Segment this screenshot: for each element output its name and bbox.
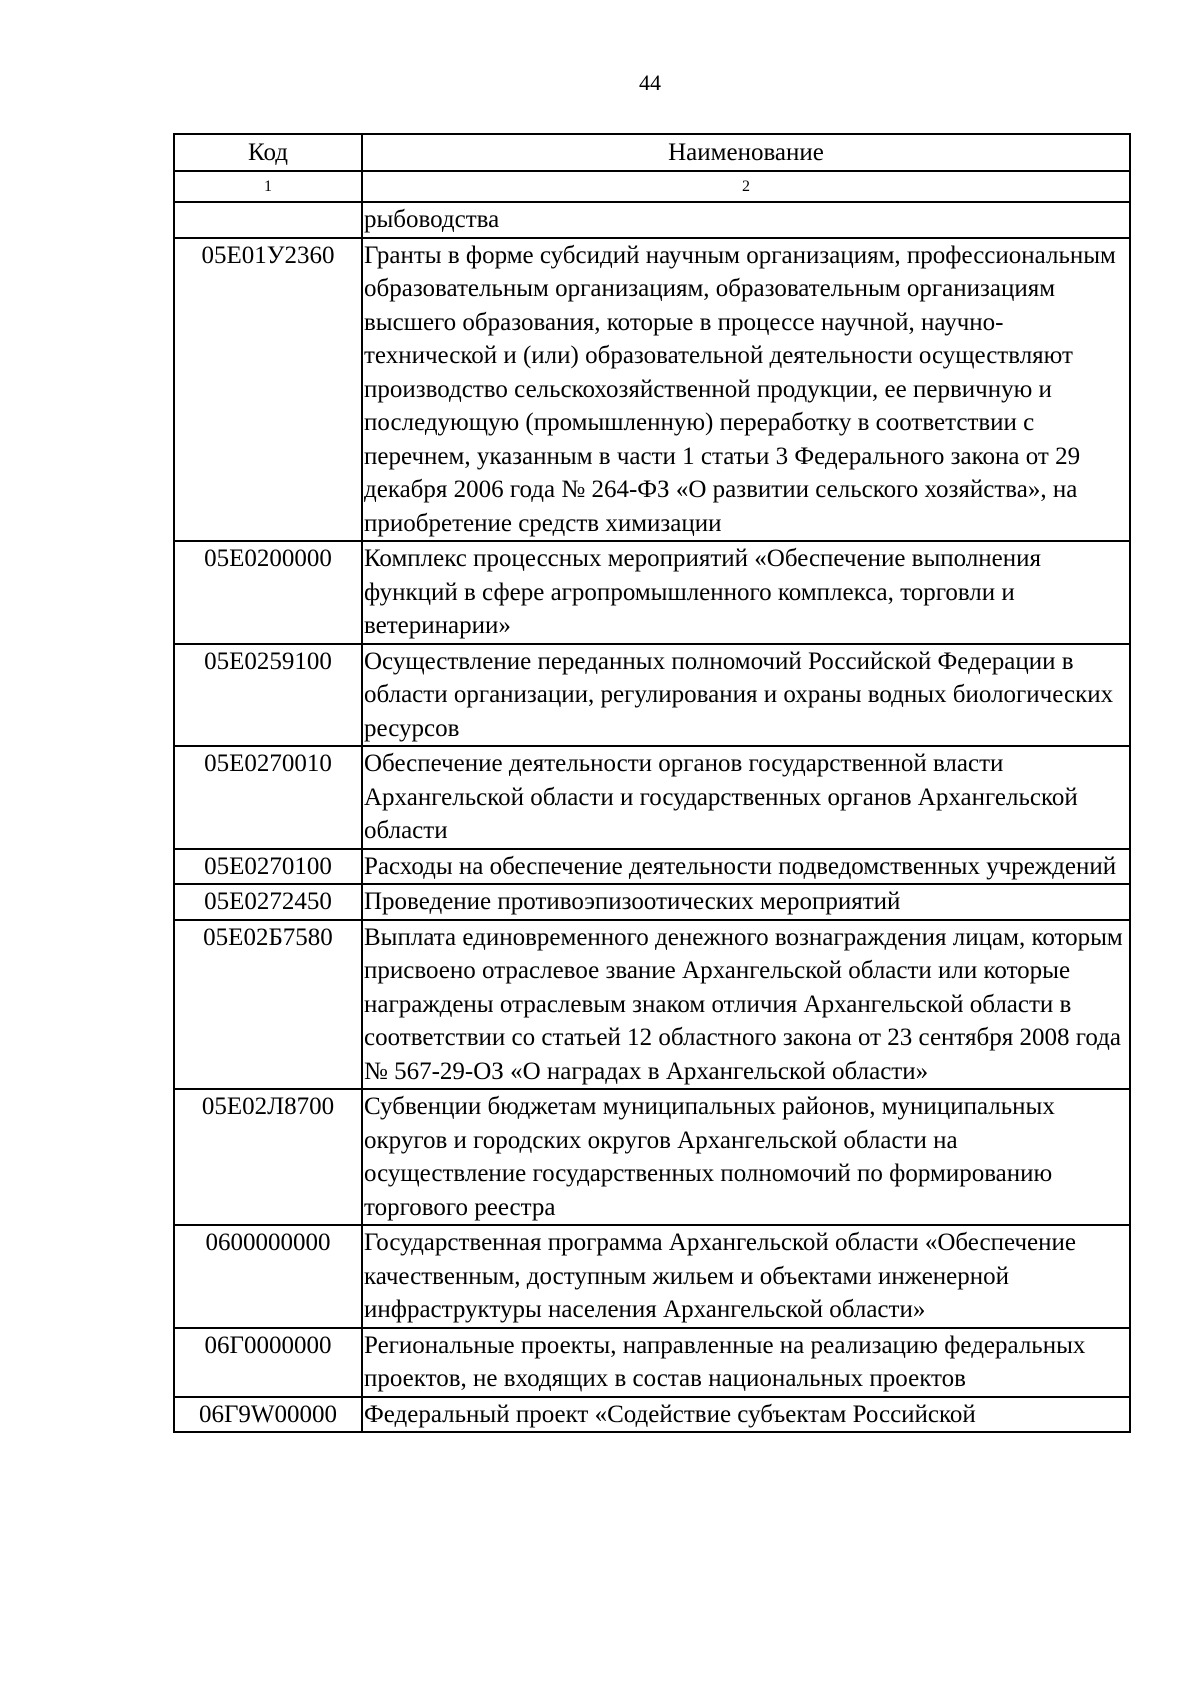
row-code: 05Е0270100	[174, 849, 362, 885]
row-code: 05Е02Л8700	[174, 1089, 362, 1225]
row-name: Обеспечение деятельности органов государственной власти Архангельской области и государственных органов Архангельской области	[362, 746, 1130, 849]
header-name: Наименование	[362, 134, 1130, 171]
row-code: 05Е0270010	[174, 746, 362, 849]
table-row	[174, 202, 1130, 238]
table-row	[174, 1397, 1130, 1433]
header-code: Код	[174, 134, 362, 171]
row-name: Федеральный проект «Содействие субъектам Российской	[362, 1397, 1130, 1433]
row-name: Государственная программа Архангельской области «Обеспечение качественным, доступным жильем и объектами инженерной инфраструктуры населения Архангельской области»	[362, 1225, 1130, 1328]
table-row	[174, 746, 1130, 849]
column-number-row	[174, 171, 1130, 202]
column-number-code: 1	[174, 171, 362, 202]
table-row	[174, 849, 1130, 885]
row-name: Выплата единовременного денежного вознаграждения лицам, которым присвоено отраслевое звание Архангельской области или которые награждены отраслевым знаком отличия Архангельской области в соответствии со статьей 12 областного закона от 23 сентября 2008 года № 567-29-ОЗ «О наградах в Архангельской области»	[362, 920, 1130, 1090]
row-code: 0600000000	[174, 1225, 362, 1328]
row-code: 05Е0272450	[174, 884, 362, 920]
table-row	[174, 920, 1130, 1090]
table-row	[174, 1089, 1130, 1225]
table-row	[174, 1225, 1130, 1328]
row-name: Расходы на обеспечение деятельности подведомственных учреждений	[362, 849, 1130, 885]
table-row	[174, 238, 1130, 542]
row-code: 05Е01У2360	[174, 238, 362, 542]
column-number-name: 2	[362, 171, 1130, 202]
table-header-row	[174, 134, 1130, 171]
table-row	[174, 884, 1130, 920]
table-row	[174, 1328, 1130, 1397]
row-name: рыбоводства	[362, 202, 1130, 238]
row-code: 05Е02Б7580	[174, 920, 362, 1090]
row-name: Осуществление переданных полномочий Российской Федерации в области организации, регулирования и охраны водных биологических ресурсов	[362, 644, 1130, 747]
row-name: Гранты в форме субсидий научным организациям, профессиональным образовательным организациям, образовательным организациям высшего образования, которые в процессе научной, научно-технической и (или) образовательной деятельности осуществляют производство сельскохозяйственной продукции, ее первичную и последующую (промышленную) переработку в соответствии с перечнем, указанным в части 1 статьи 3 Федерального закона от 29 декабря 2006 года № 264-ФЗ «О развитии сельского хозяйства», на приобретение средств химизации	[362, 238, 1130, 542]
table-row	[174, 541, 1130, 644]
budget-codes-table	[173, 133, 1131, 1433]
row-code: 05Е0259100	[174, 644, 362, 747]
row-name: Региональные проекты, направленные на реализацию федеральных проектов, не входящих в состав национальных проектов	[362, 1328, 1130, 1397]
page-number: 44	[639, 70, 661, 95]
row-code	[174, 202, 362, 238]
row-name: Субвенции бюджетам муниципальных районов, муниципальных округов и городских округов Архангельской области на осуществление государственных полномочий по формированию торгового реестра	[362, 1089, 1130, 1225]
row-name: Комплекс процессных мероприятий «Обеспечение выполнения функций в сфере агропромышленного комплекса, торговли и ветеринарии»	[362, 541, 1130, 644]
row-code: 05Е0200000	[174, 541, 362, 644]
row-code: 06Г9W00000	[174, 1397, 362, 1433]
row-name: Проведение противоэпизоотических мероприятий	[362, 884, 1130, 920]
table-row	[174, 644, 1130, 747]
row-code: 06Г0000000	[174, 1328, 362, 1397]
